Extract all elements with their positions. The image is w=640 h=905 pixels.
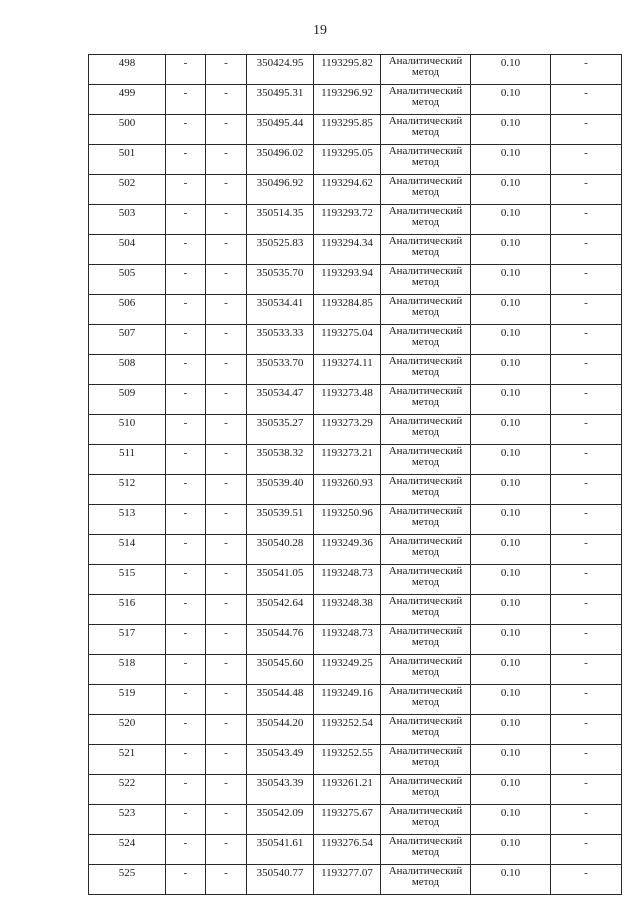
note-cell: - xyxy=(551,625,622,655)
table-row xyxy=(89,805,622,835)
point-number-cell: 521 xyxy=(89,745,166,775)
table-row xyxy=(89,55,622,85)
dash-cell: - xyxy=(166,535,206,565)
method-cell: Аналитический метод xyxy=(381,175,471,205)
dash-cell: - xyxy=(166,115,206,145)
dash-cell: - xyxy=(166,745,206,775)
dash-cell: - xyxy=(206,595,247,625)
x-coordinate-cell: 350542.09 xyxy=(247,805,314,835)
method-cell: Аналитический метод xyxy=(381,85,471,115)
x-coordinate-cell: 350541.05 xyxy=(247,565,314,595)
note-cell: - xyxy=(551,475,622,505)
x-coordinate-cell: 350533.33 xyxy=(247,325,314,355)
x-coordinate-cell: 350525.83 xyxy=(247,235,314,265)
method-cell: Аналитический метод xyxy=(381,625,471,655)
table-row xyxy=(89,775,622,805)
point-number-cell: 515 xyxy=(89,565,166,595)
note-cell: - xyxy=(551,685,622,715)
dash-cell: - xyxy=(206,85,247,115)
table-row xyxy=(89,355,622,385)
x-coordinate-cell: 350544.48 xyxy=(247,685,314,715)
point-number-cell: 510 xyxy=(89,415,166,445)
method-cell: Аналитический метод xyxy=(381,655,471,685)
table-row xyxy=(89,445,622,475)
dash-cell: - xyxy=(166,715,206,745)
method-cell: Аналитический метод xyxy=(381,565,471,595)
method-cell: Аналитический метод xyxy=(381,595,471,625)
x-coordinate-cell: 350544.20 xyxy=(247,715,314,745)
table-row xyxy=(89,265,622,295)
note-cell: - xyxy=(551,325,622,355)
note-cell: - xyxy=(551,415,622,445)
y-coordinate-cell: 1193249.25 xyxy=(314,655,381,685)
y-coordinate-cell: 1193275.67 xyxy=(314,805,381,835)
dash-cell: - xyxy=(166,205,206,235)
y-coordinate-cell: 1193250.96 xyxy=(314,505,381,535)
method-cell: Аналитический метод xyxy=(381,55,471,85)
dash-cell: - xyxy=(206,205,247,235)
y-coordinate-cell: 1193276.54 xyxy=(314,835,381,865)
method-cell: Аналитический метод xyxy=(381,745,471,775)
x-coordinate-cell: 350543.49 xyxy=(247,745,314,775)
table-row xyxy=(89,175,622,205)
dash-cell: - xyxy=(166,295,206,325)
note-cell: - xyxy=(551,55,622,85)
accuracy-cell: 0.10 xyxy=(471,265,551,295)
table-row xyxy=(89,385,622,415)
note-cell: - xyxy=(551,295,622,325)
x-coordinate-cell: 350539.51 xyxy=(247,505,314,535)
accuracy-cell: 0.10 xyxy=(471,475,551,505)
dash-cell: - xyxy=(206,565,247,595)
accuracy-cell: 0.10 xyxy=(471,715,551,745)
y-coordinate-cell: 1193293.94 xyxy=(314,265,381,295)
table-row xyxy=(89,235,622,265)
dash-cell: - xyxy=(206,385,247,415)
point-number-cell: 516 xyxy=(89,595,166,625)
accuracy-cell: 0.10 xyxy=(471,595,551,625)
x-coordinate-cell: 350545.60 xyxy=(247,655,314,685)
dash-cell: - xyxy=(206,475,247,505)
dash-cell: - xyxy=(206,295,247,325)
table-row xyxy=(89,835,622,865)
table-row xyxy=(89,415,622,445)
point-number-cell: 508 xyxy=(89,355,166,385)
accuracy-cell: 0.10 xyxy=(471,775,551,805)
note-cell: - xyxy=(551,865,622,895)
y-coordinate-cell: 1193295.85 xyxy=(314,115,381,145)
method-cell: Аналитический метод xyxy=(381,685,471,715)
accuracy-cell: 0.10 xyxy=(471,55,551,85)
dash-cell: - xyxy=(166,55,206,85)
dash-cell: - xyxy=(206,235,247,265)
y-coordinate-cell: 1193260.93 xyxy=(314,475,381,505)
table-row xyxy=(89,595,622,625)
dash-cell: - xyxy=(206,865,247,895)
method-cell: Аналитический метод xyxy=(381,775,471,805)
accuracy-cell: 0.10 xyxy=(471,85,551,115)
dash-cell: - xyxy=(206,805,247,835)
dash-cell: - xyxy=(206,445,247,475)
accuracy-cell: 0.10 xyxy=(471,445,551,475)
dash-cell: - xyxy=(206,625,247,655)
dash-cell: - xyxy=(166,835,206,865)
dash-cell: - xyxy=(206,835,247,865)
y-coordinate-cell: 1193295.82 xyxy=(314,55,381,85)
method-cell: Аналитический метод xyxy=(381,355,471,385)
dash-cell: - xyxy=(166,685,206,715)
note-cell: - xyxy=(551,745,622,775)
accuracy-cell: 0.10 xyxy=(471,655,551,685)
note-cell: - xyxy=(551,355,622,385)
table-row xyxy=(89,535,622,565)
method-cell: Аналитический метод xyxy=(381,535,471,565)
point-number-cell: 507 xyxy=(89,325,166,355)
note-cell: - xyxy=(551,715,622,745)
dash-cell: - xyxy=(166,505,206,535)
point-number-cell: 518 xyxy=(89,655,166,685)
method-cell: Аналитический метод xyxy=(381,475,471,505)
dash-cell: - xyxy=(206,325,247,355)
dash-cell: - xyxy=(206,115,247,145)
x-coordinate-cell: 350496.02 xyxy=(247,145,314,175)
y-coordinate-cell: 1193273.48 xyxy=(314,385,381,415)
dash-cell: - xyxy=(166,235,206,265)
point-number-cell: 525 xyxy=(89,865,166,895)
point-number-cell: 500 xyxy=(89,115,166,145)
note-cell: - xyxy=(551,835,622,865)
dash-cell: - xyxy=(206,55,247,85)
method-cell: Аналитический метод xyxy=(381,385,471,415)
x-coordinate-cell: 350514.35 xyxy=(247,205,314,235)
dash-cell: - xyxy=(206,505,247,535)
y-coordinate-cell: 1193295.05 xyxy=(314,145,381,175)
table-row xyxy=(89,745,622,775)
y-coordinate-cell: 1193252.54 xyxy=(314,715,381,745)
point-number-cell: 499 xyxy=(89,85,166,115)
table-row xyxy=(89,865,622,895)
table-row xyxy=(89,685,622,715)
dash-cell: - xyxy=(206,655,247,685)
dash-cell: - xyxy=(206,745,247,775)
table-row xyxy=(89,655,622,685)
note-cell: - xyxy=(551,235,622,265)
dash-cell: - xyxy=(206,355,247,385)
x-coordinate-cell: 350538.32 xyxy=(247,445,314,475)
table-row xyxy=(89,295,622,325)
point-number-cell: 505 xyxy=(89,265,166,295)
note-cell: - xyxy=(551,655,622,685)
accuracy-cell: 0.10 xyxy=(471,745,551,775)
point-number-cell: 506 xyxy=(89,295,166,325)
x-coordinate-cell: 350535.70 xyxy=(247,265,314,295)
table-body xyxy=(89,55,622,895)
y-coordinate-cell: 1193274.11 xyxy=(314,355,381,385)
note-cell: - xyxy=(551,265,622,295)
x-coordinate-cell: 350535.27 xyxy=(247,415,314,445)
x-coordinate-cell: 350533.70 xyxy=(247,355,314,385)
y-coordinate-cell: 1193294.34 xyxy=(314,235,381,265)
note-cell: - xyxy=(551,205,622,235)
y-coordinate-cell: 1193277.07 xyxy=(314,865,381,895)
accuracy-cell: 0.10 xyxy=(471,235,551,265)
table-row xyxy=(89,625,622,655)
y-coordinate-cell: 1193252.55 xyxy=(314,745,381,775)
dash-cell: - xyxy=(166,865,206,895)
accuracy-cell: 0.10 xyxy=(471,145,551,175)
x-coordinate-cell: 350424.95 xyxy=(247,55,314,85)
note-cell: - xyxy=(551,445,622,475)
table-row xyxy=(89,115,622,145)
accuracy-cell: 0.10 xyxy=(471,385,551,415)
point-number-cell: 524 xyxy=(89,835,166,865)
x-coordinate-cell: 350541.61 xyxy=(247,835,314,865)
note-cell: - xyxy=(551,385,622,415)
dash-cell: - xyxy=(166,475,206,505)
dash-cell: - xyxy=(166,265,206,295)
dash-cell: - xyxy=(206,715,247,745)
accuracy-cell: 0.10 xyxy=(471,805,551,835)
method-cell: Аналитический метод xyxy=(381,235,471,265)
note-cell: - xyxy=(551,805,622,835)
dash-cell: - xyxy=(166,655,206,685)
dash-cell: - xyxy=(166,565,206,595)
table-row xyxy=(89,505,622,535)
method-cell: Аналитический метод xyxy=(381,265,471,295)
dash-cell: - xyxy=(166,175,206,205)
method-cell: Аналитический метод xyxy=(381,115,471,145)
dash-cell: - xyxy=(206,175,247,205)
method-cell: Аналитический метод xyxy=(381,715,471,745)
point-number-cell: 512 xyxy=(89,475,166,505)
point-number-cell: 522 xyxy=(89,775,166,805)
y-coordinate-cell: 1193284.85 xyxy=(314,295,381,325)
x-coordinate-cell: 350540.28 xyxy=(247,535,314,565)
table-row xyxy=(89,475,622,505)
y-coordinate-cell: 1193261.21 xyxy=(314,775,381,805)
x-coordinate-cell: 350495.31 xyxy=(247,85,314,115)
accuracy-cell: 0.10 xyxy=(471,685,551,715)
x-coordinate-cell: 350540.77 xyxy=(247,865,314,895)
dash-cell: - xyxy=(166,355,206,385)
table-row xyxy=(89,715,622,745)
dash-cell: - xyxy=(206,535,247,565)
y-coordinate-cell: 1193249.36 xyxy=(314,535,381,565)
dash-cell: - xyxy=(206,265,247,295)
method-cell: Аналитический метод xyxy=(381,325,471,355)
x-coordinate-cell: 350542.64 xyxy=(247,595,314,625)
note-cell: - xyxy=(551,505,622,535)
point-number-cell: 520 xyxy=(89,715,166,745)
dash-cell: - xyxy=(166,625,206,655)
point-number-cell: 501 xyxy=(89,145,166,175)
note-cell: - xyxy=(551,595,622,625)
y-coordinate-cell: 1193273.21 xyxy=(314,445,381,475)
table-row xyxy=(89,145,622,175)
method-cell: Аналитический метод xyxy=(381,415,471,445)
y-coordinate-cell: 1193294.62 xyxy=(314,175,381,205)
accuracy-cell: 0.10 xyxy=(471,505,551,535)
y-coordinate-cell: 1193273.29 xyxy=(314,415,381,445)
accuracy-cell: 0.10 xyxy=(471,835,551,865)
method-cell: Аналитический метод xyxy=(381,295,471,325)
x-coordinate-cell: 350496.92 xyxy=(247,175,314,205)
method-cell: Аналитический метод xyxy=(381,205,471,235)
point-number-cell: 504 xyxy=(89,235,166,265)
dash-cell: - xyxy=(166,325,206,355)
point-number-cell: 503 xyxy=(89,205,166,235)
dash-cell: - xyxy=(166,595,206,625)
note-cell: - xyxy=(551,775,622,805)
note-cell: - xyxy=(551,115,622,145)
x-coordinate-cell: 350534.47 xyxy=(247,385,314,415)
point-number-cell: 509 xyxy=(89,385,166,415)
accuracy-cell: 0.10 xyxy=(471,115,551,145)
accuracy-cell: 0.10 xyxy=(471,865,551,895)
dash-cell: - xyxy=(166,805,206,835)
point-number-cell: 519 xyxy=(89,685,166,715)
y-coordinate-cell: 1193248.38 xyxy=(314,595,381,625)
note-cell: - xyxy=(551,535,622,565)
page-number: 19 xyxy=(313,23,327,38)
dash-cell: - xyxy=(206,415,247,445)
dash-cell: - xyxy=(166,385,206,415)
accuracy-cell: 0.10 xyxy=(471,175,551,205)
note-cell: - xyxy=(551,565,622,595)
method-cell: Аналитический метод xyxy=(381,445,471,475)
x-coordinate-cell: 350539.40 xyxy=(247,475,314,505)
dash-cell: - xyxy=(206,775,247,805)
point-number-cell: 513 xyxy=(89,505,166,535)
method-cell: Аналитический метод xyxy=(381,805,471,835)
point-number-cell: 517 xyxy=(89,625,166,655)
y-coordinate-cell: 1193248.73 xyxy=(314,625,381,655)
method-cell: Аналитический метод xyxy=(381,505,471,535)
note-cell: - xyxy=(551,145,622,175)
note-cell: - xyxy=(551,175,622,205)
dash-cell: - xyxy=(206,685,247,715)
accuracy-cell: 0.10 xyxy=(471,535,551,565)
y-coordinate-cell: 1193275.04 xyxy=(314,325,381,355)
accuracy-cell: 0.10 xyxy=(471,565,551,595)
note-cell: - xyxy=(551,85,622,115)
accuracy-cell: 0.10 xyxy=(471,355,551,385)
accuracy-cell: 0.10 xyxy=(471,205,551,235)
y-coordinate-cell: 1193249.16 xyxy=(314,685,381,715)
accuracy-cell: 0.10 xyxy=(471,295,551,325)
y-coordinate-cell: 1193296.92 xyxy=(314,85,381,115)
y-coordinate-cell: 1193248.73 xyxy=(314,565,381,595)
point-number-cell: 498 xyxy=(89,55,166,85)
point-number-cell: 523 xyxy=(89,805,166,835)
x-coordinate-cell: 350495.44 xyxy=(247,115,314,145)
dash-cell: - xyxy=(166,415,206,445)
point-number-cell: 514 xyxy=(89,535,166,565)
dash-cell: - xyxy=(166,445,206,475)
x-coordinate-cell: 350543.39 xyxy=(247,775,314,805)
table-row xyxy=(89,565,622,595)
coordinates-table xyxy=(88,54,622,895)
dash-cell: - xyxy=(166,85,206,115)
dash-cell: - xyxy=(166,775,206,805)
y-coordinate-cell: 1193293.72 xyxy=(314,205,381,235)
accuracy-cell: 0.10 xyxy=(471,415,551,445)
accuracy-cell: 0.10 xyxy=(471,625,551,655)
table-row xyxy=(89,325,622,355)
dash-cell: - xyxy=(166,145,206,175)
x-coordinate-cell: 350534.41 xyxy=(247,295,314,325)
point-number-cell: 502 xyxy=(89,175,166,205)
method-cell: Аналитический метод xyxy=(381,835,471,865)
table-row xyxy=(89,205,622,235)
dash-cell: - xyxy=(206,145,247,175)
accuracy-cell: 0.10 xyxy=(471,325,551,355)
point-number-cell: 511 xyxy=(89,445,166,475)
table-row xyxy=(89,85,622,115)
method-cell: Аналитический метод xyxy=(381,145,471,175)
x-coordinate-cell: 350544.76 xyxy=(247,625,314,655)
method-cell: Аналитический метод xyxy=(381,865,471,895)
